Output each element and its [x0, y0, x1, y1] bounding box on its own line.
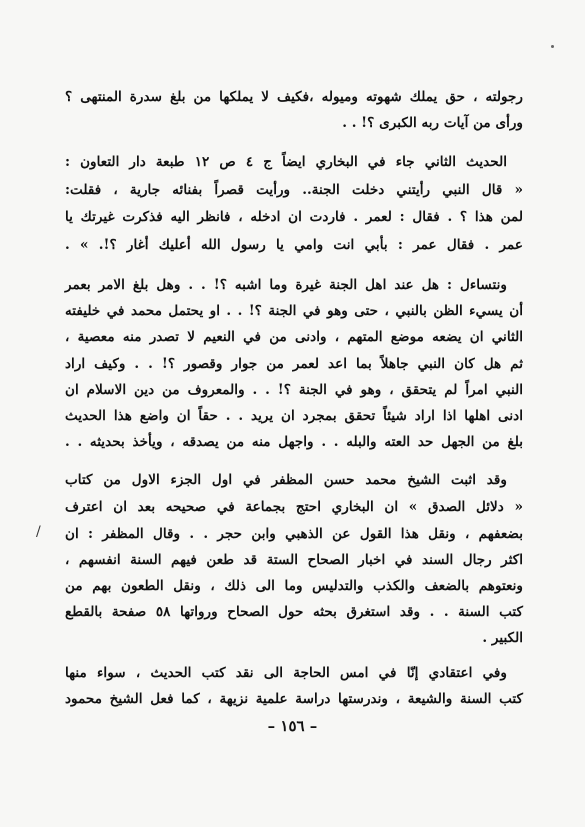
- text-line: الكبير .: [482, 630, 523, 646]
- corner-speck: [551, 45, 554, 48]
- text-line: عمر . فقال عمر : بأبي انت وامي يا رسول الله أعليك أغار ؟!. » .: [65, 237, 523, 253]
- text-line: أن يسيء الظن بالنبي ، حتى وهو في الجنة ؟! . . او يحتمل محمد في خليفته: [65, 303, 523, 319]
- text-line: وفي اعتقادي إنّا في امس الحاجة الى نقد كتب الحديث ، سواء منها: [65, 665, 507, 681]
- text-line: « قال النبي رأيتني دخلت الجنة.. ورأيت قصراً بفنائه جارية ، فقلت:: [65, 182, 523, 198]
- text-line: كتب السنة والشيعة ، وندرستها دراسة علمية نزيهة ، كما فعل الشيخ محمود: [65, 691, 523, 707]
- text-line: وقد اثبت الشيخ محمد حسن المظفر في اول الجزء الاول من كتاب: [65, 472, 507, 488]
- text-line: ادنى اهلها اذا اراد شيئاً تحقق بمجرد ان يريد . . حقاً ان واضع هذا الحديث: [65, 408, 523, 424]
- text-line: كتب السنة . . وقد استغرق بحثه حول الصحاح ورواتها ٥٨ صفحة بالقطع: [65, 604, 523, 620]
- text-line: بلغ من الجهل حد العته والبله . . واجهل منه من يصدقه ، ويأخذ بحديثه . .: [65, 434, 523, 450]
- text-line: الحديث الثاني جاء في البخاري ايضاً ج ٤ ص ١٢ طبعة دار التعاون :: [65, 154, 507, 170]
- text-line: بضعفهم ، ونقل هذا القول عن الذهبي وابن حجر . . وقال المظفر : ان: [65, 526, 523, 542]
- text-line: النبي امراً لم يتحقق ، وهو في الجنة ؟! . . والمعروف من دين الاسلام ان: [65, 382, 523, 398]
- text-line: رجولته ، حق يملك شهوته وميوله ،فكيف لا يملكها من بلغ سدرة المنتهى ؟: [65, 89, 523, 105]
- text-line: لمن هذا ؟ . فقال : لعمر . فاردت ان ادخله ، فانظر اليه فذكرت غيرتك يا: [65, 209, 523, 225]
- text-line: ثم هل كان النبي جاهلاً بما اعد لعمر من جوار وقصور ؟! . . وكيف اراد: [65, 356, 523, 372]
- text-line: اكثر رجال السند في اخبار الصحاح الستة قد طعن فيهم السنة انفسهم ،: [65, 552, 523, 568]
- page-number: – ١٥٦ –: [267, 717, 318, 735]
- text-line: « دلائل الصدق » ان البخاري احتج بجماعة في صحيحه بعد ان اعترف: [65, 499, 523, 515]
- text-line: ونتساءل : هل عند اهل الجنة غيرة وما اشبه ؟! . . وهل بلغ الامر بعمر: [65, 277, 507, 293]
- margin-mark: /: [36, 524, 41, 540]
- text-line: ورأى من آيات ربه الكبرى ؟! . .: [342, 115, 523, 131]
- text-line: ونعتوهم بالضعف والكذب والتدليس وما الى ذلك ، ونقل الطعون بهم من: [65, 578, 523, 594]
- text-line: الثاني ان يضعه موضع المتهم ، وادنى من في النعيم لا تصدر منه معصية ،: [65, 329, 523, 345]
